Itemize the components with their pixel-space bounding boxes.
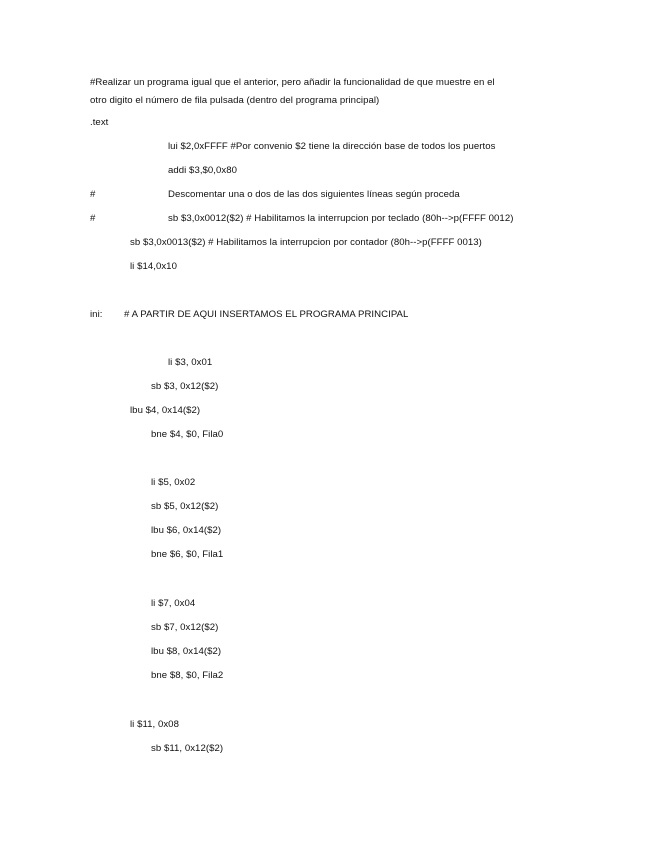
code-line-bne-8: bne $8, $0, Fila2 [151,670,224,681]
code-line-lbu-8: lbu $8, 0x14($2) [151,646,222,657]
code-line-li-11: li $11, 0x08 [130,719,179,730]
code-line-bne-4: bne $4, $0, Fila0 [151,429,224,440]
comment-note: Descomentar una o dos de las dos siguientes líneas según proceda [168,189,460,200]
code-line-lbu-4: lbu $4, 0x14($2) [130,405,201,416]
text-directive: .text [90,117,109,128]
intro-line-2: otro digito el número de fila pulsada (dentro del programa principal) [90,95,380,106]
code-line-addi: addi $3,$0,0x80 [168,165,238,176]
code-line-li-7: li $7, 0x04 [151,598,196,609]
ini-comment: # A PARTIR DE AQUI INSERTAMOS EL PROGRAMA PRINCIPAL [124,309,409,320]
code-line-sb-3: sb $3, 0x12($2) [151,381,219,392]
code-line-lui: lui $2,0xFFFF #Por convenio $2 tiene la dirección base de todos los puertos [168,141,496,152]
code-line-bne-6: bne $6, $0, Fila1 [151,549,224,560]
intro-line-1: #Realizar un programa igual que el anterior, pero añadir la funcionalidad de que muestre en el [90,77,495,88]
code-line-sb-5: sb $5, 0x12($2) [151,501,219,512]
code-line-li-3: li $3, 0x01 [168,357,213,368]
code-line-sb-contador: sb $3,0x0013($2) # Habilitamos la interrupcion por contador (80h-->p(FFFF 0013) [130,237,482,248]
code-line-sb-7: sb $7, 0x12($2) [151,622,219,633]
code-line-sb-11: sb $11, 0x12($2) [151,743,224,754]
code-line-lbu-6: lbu $6, 0x14($2) [151,525,222,536]
code-line-li-5: li $5, 0x02 [151,477,196,488]
comment-hash-1: # [90,189,96,200]
code-line-li-14: li $14,0x10 [130,261,177,272]
comment-hash-2: # [90,213,96,224]
label-ini: ini: [90,309,103,320]
code-line-sb-teclado: sb $3,0x0012($2) # Habilitamos la interrupcion por teclado (80h-->p(FFFF 0012) [168,213,514,224]
